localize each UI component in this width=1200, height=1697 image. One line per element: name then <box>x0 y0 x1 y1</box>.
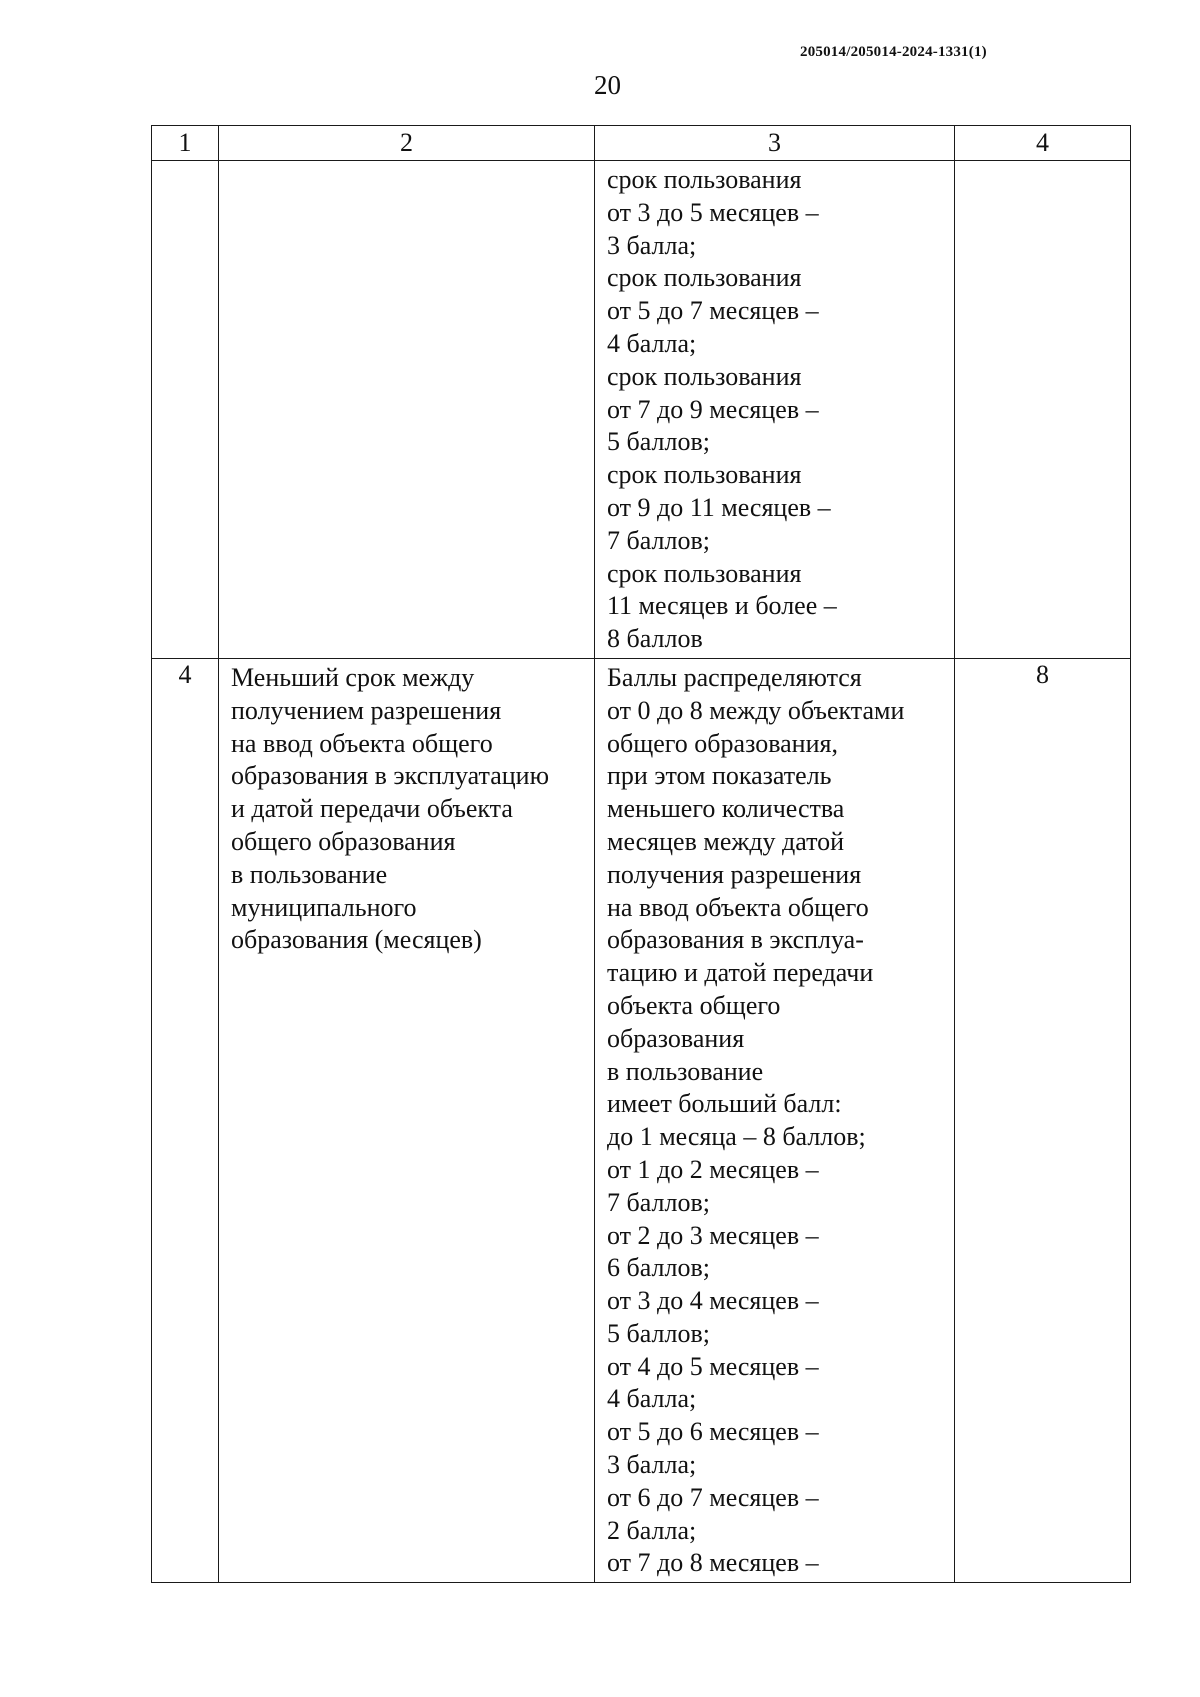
criterion-text: Меньший срок между получением разрешения на ввод объекта общего образования в эксплуатацию и датой передачи объекта общего образования в пользование муниципального образования (месяцев) <box>231 662 549 955</box>
criterion-cell <box>219 161 595 659</box>
row-number: 4 <box>152 658 219 1582</box>
table-row <box>152 161 1131 659</box>
table-header-row <box>152 126 1131 161</box>
max-points <box>955 161 1131 659</box>
scoring-text: Баллы распределяются от 0 до 8 между объектами общего образования, при этом показатель меньшего количества месяцев между датой получения разрешения на ввод объекта общего образования в эксплуа- тацию и датой передачи объекта общего образования в пользование имеет больший балл: до 1 месяца – 8 баллов; от 1 до 2 месяцев – 7 баллов; от 2 до 3 месяцев – 6 баллов; от 3 до 4 месяцев – 5 баллов; от 4 до 5 месяцев – 4 балла; от 5 до 6 месяцев – 3 балла; от 6 до 7 месяцев – 2 балла; от 7 до 8 месяцев – <box>607 662 905 1578</box>
column-header-4: 4 <box>955 126 1131 161</box>
column-header-1: 1 <box>152 126 219 161</box>
document-id: 205014/205014-2024-1331(1) <box>800 44 987 60</box>
table-row <box>152 658 1131 1582</box>
criterion-text <box>219 161 594 166</box>
criteria-table <box>151 125 1131 1583</box>
column-header-3: 3 <box>595 126 955 161</box>
scoring-cell <box>595 658 955 1582</box>
criterion-cell <box>219 658 595 1582</box>
max-points: 8 <box>955 658 1131 1582</box>
page-number: 20 <box>594 70 621 100</box>
row-number <box>152 161 219 659</box>
column-header-2: 2 <box>219 126 595 161</box>
scoring-cell <box>595 161 955 659</box>
scoring-text: срок пользования от 3 до 5 месяцев – 3 балла; срок пользования от 5 до 7 месяцев – 4 балла; срок пользования от 7 до 9 месяцев – 5 баллов; срок пользования от 9 до 11 месяцев – 7 баллов; срок пользования 11 месяцев и более – 8 баллов <box>607 165 837 654</box>
